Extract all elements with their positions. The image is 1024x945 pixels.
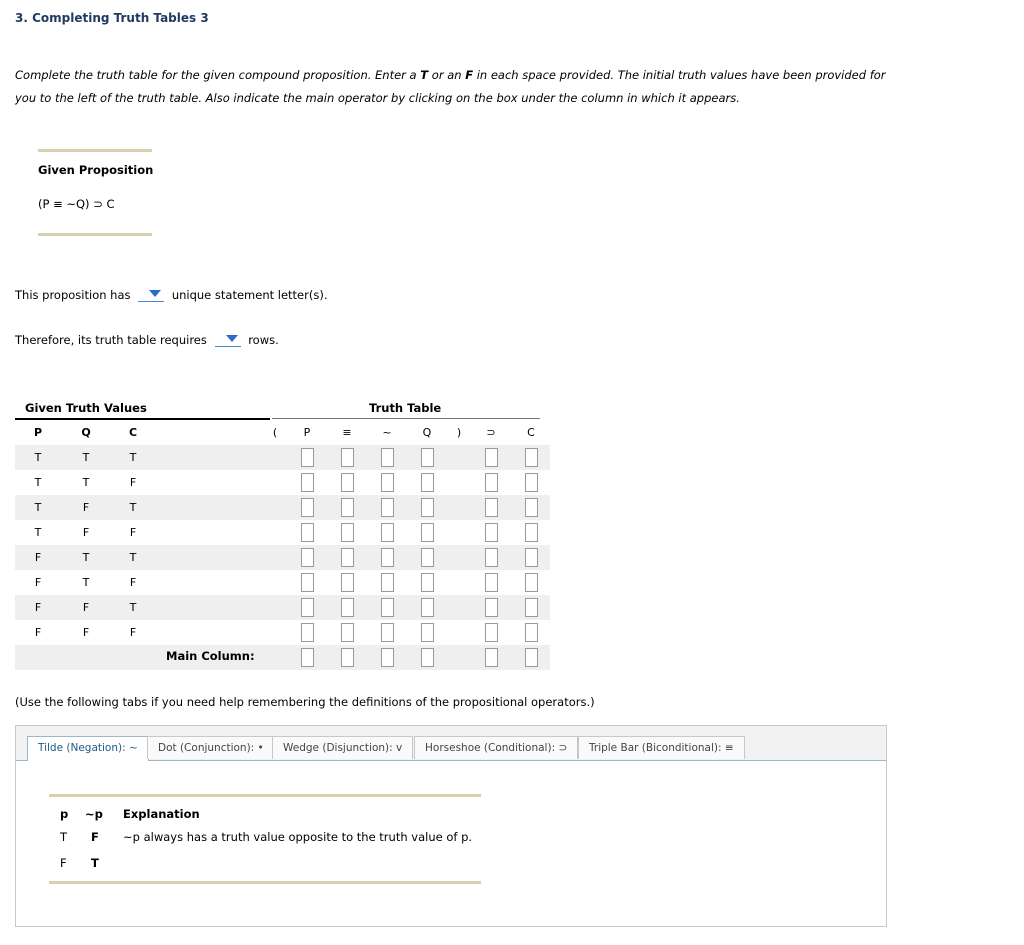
truth-value-input[interactable] xyxy=(301,498,314,517)
truth-value-input[interactable] xyxy=(421,573,434,592)
truth-value-input[interactable] xyxy=(421,623,434,642)
given-value: F xyxy=(82,501,90,514)
given-value: T xyxy=(34,476,42,489)
truth-value-input[interactable] xyxy=(301,598,314,617)
main-column-checkbox[interactable] xyxy=(485,648,498,667)
given-value: F xyxy=(129,526,137,539)
given-col-header: P xyxy=(33,426,43,439)
negation-row2-p: F xyxy=(60,856,67,870)
truth-table-heading: Truth Table xyxy=(369,401,442,415)
operator-help-panel xyxy=(15,725,887,927)
given-value: F xyxy=(129,626,137,639)
negation-col-explanation: Explanation xyxy=(123,807,200,821)
negation-explanation: ~p always has a truth value opposite to the truth value of p. xyxy=(123,830,473,844)
truth-value-input[interactable] xyxy=(525,523,538,542)
truth-value-input[interactable] xyxy=(341,473,354,492)
truth-value-input[interactable] xyxy=(485,573,498,592)
truth-value-input[interactable] xyxy=(421,473,434,492)
truth-value-input[interactable] xyxy=(381,498,394,517)
truth-value-input[interactable] xyxy=(381,448,394,467)
truth-value-input[interactable] xyxy=(485,598,498,617)
truth-table-col-header: ) xyxy=(456,426,462,439)
truth-value-input[interactable] xyxy=(301,548,314,567)
instructions-t: T xyxy=(420,68,429,82)
truth-value-input[interactable] xyxy=(301,523,314,542)
truth-value-input[interactable] xyxy=(381,598,394,617)
truth-value-input[interactable] xyxy=(301,573,314,592)
truth-value-input[interactable] xyxy=(525,448,538,467)
truth-value-input[interactable] xyxy=(341,498,354,517)
q1-before-text: This proposition has xyxy=(15,288,131,302)
truth-value-input[interactable] xyxy=(301,623,314,642)
given-value: F xyxy=(82,626,90,639)
negation-top-rule xyxy=(49,794,481,797)
truth-value-input[interactable] xyxy=(301,473,314,492)
given-value: T xyxy=(129,501,137,514)
truth-value-input[interactable] xyxy=(485,473,498,492)
row-stripe xyxy=(15,645,550,670)
given-proposition-heading: Given Proposition xyxy=(38,163,154,177)
given-value: F xyxy=(34,576,42,589)
truth-value-input[interactable] xyxy=(381,548,394,567)
truth-value-input[interactable] xyxy=(525,573,538,592)
truth-table-col-header: ⊃ xyxy=(486,426,496,439)
given-value: T xyxy=(34,501,42,514)
given-value: T xyxy=(82,451,90,464)
truth-value-input[interactable] xyxy=(381,473,394,492)
truth-value-input[interactable] xyxy=(301,448,314,467)
operator-tabs xyxy=(16,726,886,761)
given-value: T xyxy=(34,451,42,464)
truth-value-input[interactable] xyxy=(485,448,498,467)
given-value: F xyxy=(34,551,42,564)
given-col-header: Q xyxy=(81,426,91,439)
instructions-part-3: in each space provided. The initial truth values have been provided for you to the left of the truth table. Also indicate the main operator by clicking on the box under the column in which it appears. xyxy=(15,68,886,105)
truth-value-input[interactable] xyxy=(381,573,394,592)
truth-value-input[interactable] xyxy=(525,623,538,642)
given-value: F xyxy=(129,576,137,589)
truth-table-col-header: Q xyxy=(422,426,432,439)
tab-wedge-disjunction[interactable]: Wedge (Disjunction): v xyxy=(272,736,413,759)
given-value: F xyxy=(129,476,137,489)
given-value: F xyxy=(34,626,42,639)
tab-dot-conjunction[interactable]: Dot (Conjunction): • xyxy=(147,736,275,759)
truth-table-col-header: ( xyxy=(272,426,278,439)
instructions-f: F xyxy=(465,68,474,82)
truth-value-input[interactable] xyxy=(421,548,434,567)
q2-before-text: Therefore, its truth table requires xyxy=(15,333,207,347)
page-title: 3. Completing Truth Tables 3 xyxy=(15,11,209,25)
truth-value-input[interactable] xyxy=(421,523,434,542)
main-column-label: Main Column: xyxy=(166,649,255,663)
truth-value-input[interactable] xyxy=(421,448,434,467)
given-value: T xyxy=(82,551,90,564)
tab-horseshoe-conditional[interactable]: Horseshoe (Conditional): ⊃ xyxy=(414,736,578,759)
negation-row1-notp: F xyxy=(91,830,99,844)
negation-col-p: p xyxy=(60,807,69,821)
main-column-checkbox[interactable] xyxy=(381,648,394,667)
main-column-checkbox[interactable] xyxy=(341,648,354,667)
truth-value-input[interactable] xyxy=(421,598,434,617)
negation-row1-p: T xyxy=(60,830,68,844)
truth-value-input[interactable] xyxy=(525,598,538,617)
given-value: F xyxy=(82,526,90,539)
given-col-header: C xyxy=(128,426,138,439)
given-value: F xyxy=(82,601,90,614)
given-value: T xyxy=(129,551,137,564)
q2-after-text: rows. xyxy=(248,333,279,347)
truth-value-input[interactable] xyxy=(485,623,498,642)
truth-value-input[interactable] xyxy=(485,498,498,517)
given-value: T xyxy=(82,476,90,489)
negation-col-notp: ~p xyxy=(85,807,103,821)
truth-table-col-header: ~ xyxy=(382,426,392,439)
truth-table-col-header: P xyxy=(303,426,311,439)
truth-value-input[interactable] xyxy=(421,498,434,517)
truth-value-input[interactable] xyxy=(381,623,394,642)
truth-value-input[interactable] xyxy=(341,448,354,467)
truth-value-input[interactable] xyxy=(525,548,538,567)
truth-value-input[interactable] xyxy=(485,548,498,567)
truth-table-col-header: C xyxy=(527,426,535,439)
main-column-checkbox[interactable] xyxy=(525,648,538,667)
main-column-checkbox[interactable] xyxy=(301,648,314,667)
given-truth-values-heading: Given Truth Values xyxy=(25,401,147,415)
truth-value-input[interactable] xyxy=(341,598,354,617)
truth-value-input[interactable] xyxy=(525,498,538,517)
tab-triple-bar-biconditional[interactable]: Triple Bar (Biconditional): ≡ xyxy=(578,736,745,759)
tab-tilde-negation[interactable]: Tilde (Negation): ~ xyxy=(27,736,149,761)
main-column-checkbox[interactable] xyxy=(421,648,434,667)
instructions-part-1: Complete the truth table for the given compound proposition. Enter a xyxy=(15,68,421,82)
truth-value-input[interactable] xyxy=(381,523,394,542)
given-value: T xyxy=(129,601,137,614)
truth-value-input[interactable] xyxy=(341,523,354,542)
given-value: T xyxy=(82,576,90,589)
given-proposition: (P ≡ ~Q) ⊃ C xyxy=(38,197,115,211)
truth-value-input[interactable] xyxy=(485,523,498,542)
instructions-part-2: or an xyxy=(428,68,466,82)
negation-row2-notp: T xyxy=(91,856,99,870)
truth-value-input[interactable] xyxy=(341,573,354,592)
given-value: T xyxy=(129,451,137,464)
truth-value-input[interactable] xyxy=(341,623,354,642)
given-value: F xyxy=(34,601,42,614)
q1-after-text: unique statement letter(s). xyxy=(171,288,328,302)
negation-bottom-rule xyxy=(49,881,481,884)
help-text: (Use the following tabs if you need help remembering the definitions of the propositional operators.) xyxy=(15,695,595,709)
truth-table-col-header: ≡ xyxy=(342,426,352,439)
truth-value-input[interactable] xyxy=(341,548,354,567)
truth-value-input[interactable] xyxy=(525,473,538,492)
given-value: T xyxy=(34,526,42,539)
